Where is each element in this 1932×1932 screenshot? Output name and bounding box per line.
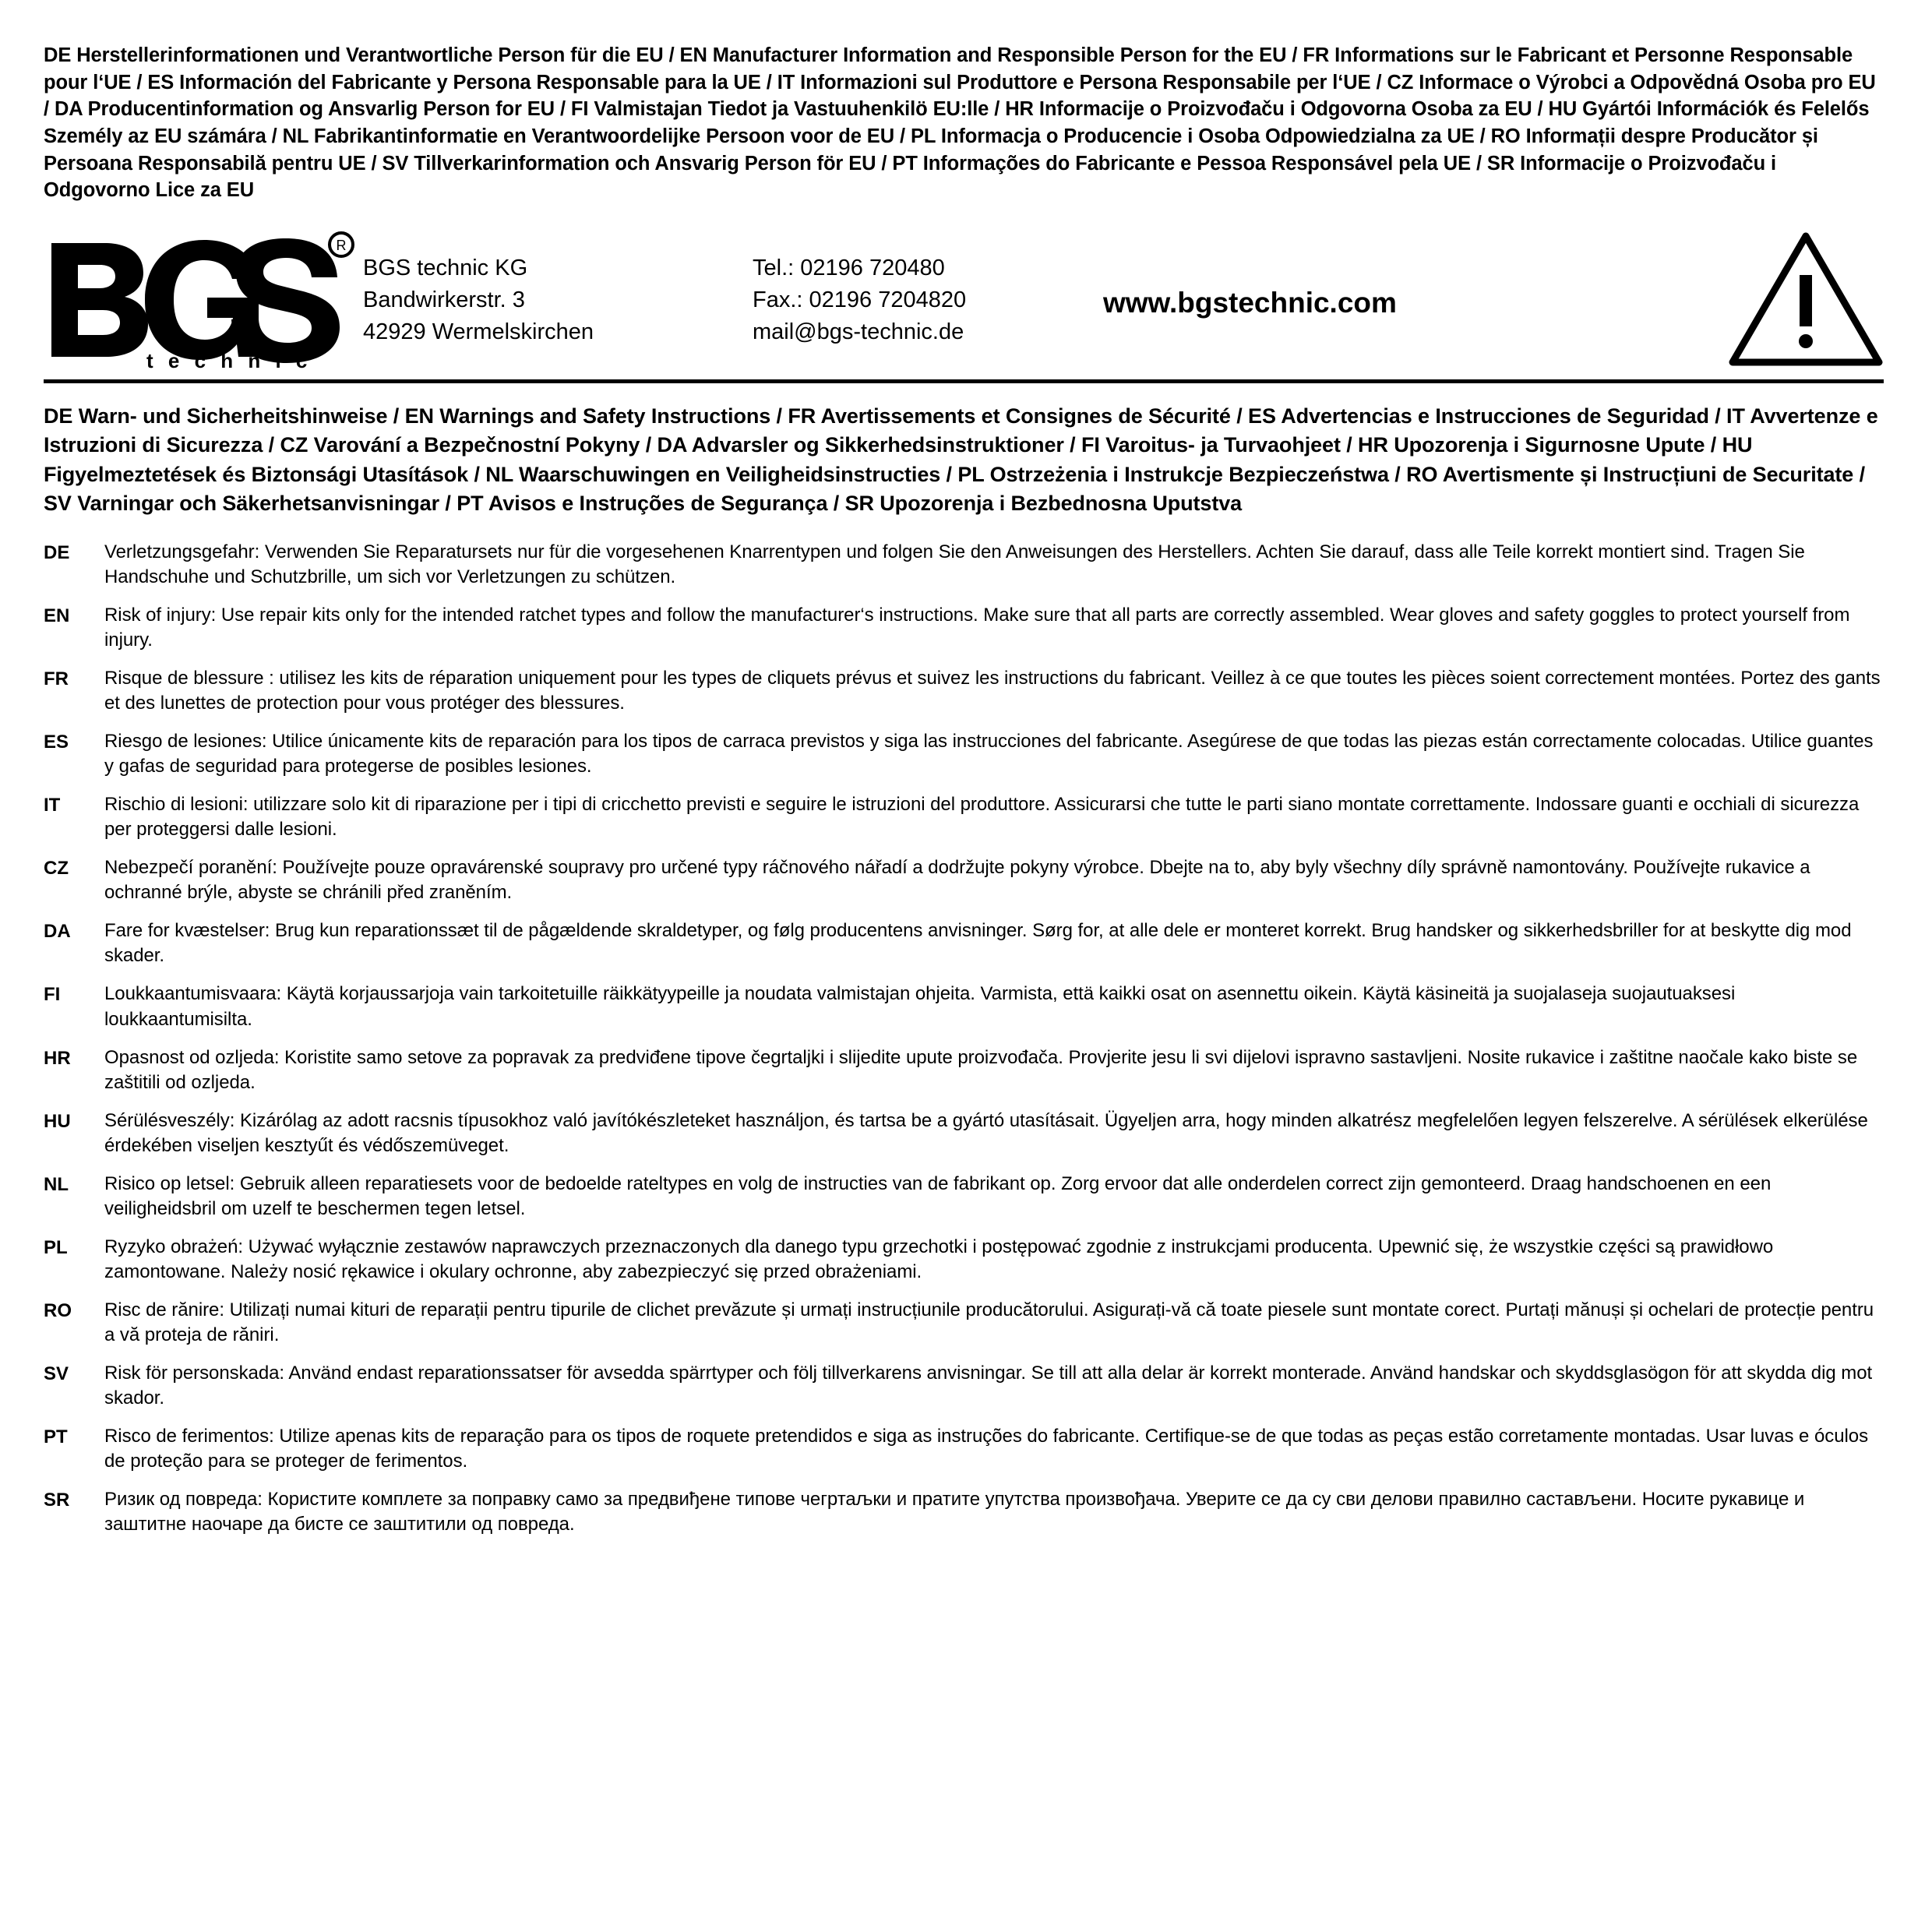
- svg-text:R: R: [336, 237, 347, 253]
- company-email[interactable]: mail@bgs-technic.de: [753, 319, 964, 345]
- svg-text:t e c h n i c: t e c h n i c: [146, 348, 312, 369]
- language-code: NL: [44, 1173, 69, 1195]
- company-city: 42929 Wermelskirchen: [363, 319, 594, 345]
- language-code: SV: [44, 1363, 69, 1384]
- list-item: [44, 1109, 1884, 1158]
- language-text: Nebezpečí poranění: Používejte pouze opravárenské soupravy pro určené typy ráčnového nářadí a dodržujte pokyny výrobce. Dbejte na to, aby byly všechny díly správně namontovány. Používejte rukavice a ochranné brýle, abyste se chránili před zraněním.: [104, 857, 1810, 904]
- company-street: Bandwirkerstr. 3: [363, 287, 525, 312]
- company-tel: Tel.: 02196 720480: [753, 255, 945, 280]
- language-code: PT: [44, 1426, 68, 1447]
- list-item: [44, 1361, 1884, 1411]
- language-text: Loukkaantumisvaara: Käytä korjaussarjoja vain tarkoitetuille räikkätyypeille ja noudata valmistajan ohjeita. Varmista, että kaikki osat on asennettu oikein. Käytä käsineitä ja suojalaseja suojautuaksesi loukkaantumisilta.: [104, 983, 1736, 1030]
- list-item: [44, 666, 1884, 716]
- list-item: [44, 982, 1884, 1031]
- language-text: Verletzungsgefahr: Verwenden Sie Reparatursets nur für die vorgesehenen Knarrentypen und folgen Sie den Anweisungen des Herstellers. Achten Sie darauf, dass alle Teile korrekt montiert sind. Tragen Sie Handschuhe und Schutzbrille, um sich vor Verletzungen zu schützen.: [104, 541, 1805, 588]
- company-fax: Fax.: 02196 7204820: [753, 287, 967, 312]
- language-text: Ризик од повреда: Користите комплете за поправку само за предвиђене типове чегртаљки и пратите упутства произвођача. Уверите се да су сви делови правилно састављени. Носите рукавице и заштитне наочаре да бисте се заштитили од повреда.: [104, 1488, 1805, 1535]
- language-text: Ryzyko obrażeń: Używać wyłącznie zestawów naprawczych przeznaczonych dla danego typu grzechotki i postępować zgodnie z instrukcjami producenta. Upewnić się, że wszystkie części są prawidłowo zamontowane. Należy nosić rękawice i okulary ochronne, aby zabezpieczyć się przed obrażeniami.: [104, 1236, 1774, 1282]
- language-text: Opasnost od ozljeda: Koristite samo setove za popravak za predviđene tipove čegrtaljki i slijedite upute proizvođača. Provjerite jesu li svi dijelovi ispravno sastavljeni. Nosite rukavice i zaštitne naočale kako biste se zaštitili od ozljeda.: [104, 1046, 1858, 1093]
- language-code: HR: [44, 1047, 71, 1069]
- language-text: Risc de rănire: Utilizați numai kituri de reparații pentru tipurile de clichet prevăzute și urmați instrucțiunile producătorului. Asigurați-vă că toate piesele sunt montate corect. Purtați mănuși și ochelari de protecție pentru a vă proteja de răniri.: [104, 1299, 1874, 1345]
- list-item: [44, 540, 1884, 590]
- language-text: Risk of injury: Use repair kits only for the intended ratchet types and follow the manufacturer‘s instructions. Make sure that all parts are correctly assembled. Wear gloves and safety goggles to protect yourself from injury.: [104, 605, 1850, 651]
- language-code: CZ: [44, 858, 69, 880]
- list-item: [44, 1045, 1884, 1095]
- language-code: DA: [44, 921, 71, 943]
- bgs-logo: [44, 229, 355, 369]
- company-address: [355, 249, 753, 349]
- language-code: ES: [44, 732, 69, 753]
- list-item: [44, 603, 1884, 653]
- language-code: RO: [44, 1299, 72, 1321]
- language-code: HU: [44, 1110, 71, 1132]
- warning-triangle-icon: [1720, 230, 1884, 368]
- language-text: Risque de blessure : utilisez les kits de réparation uniquement pour les types de cliquets prévus et suivez les instructions du fabricant. Veillez à ce que toutes les pièces soient correctement montées. Portez des gants et des lunettes de protection pour vous protéger des blessures.: [104, 668, 1881, 714]
- company-website[interactable]: www.bgstechnic.com: [1103, 286, 1397, 319]
- list-item: [44, 1487, 1884, 1537]
- language-text: Riesgo de lesiones: Utilice únicamente kits de reparación para los tipos de carraca previstos y siga las instrucciones del fabricante. Asegúrese de que todas las piezas están correctamente colocadas. Utilice guantes y gafas de seguridad para protegerse de posibles lesiones.: [104, 731, 1874, 777]
- language-text: Risco de ferimentos: Utilize apenas kits de reparação para os tipos de roquete pretendidos e siga as instruções do fabricante. Certifique-se de que todas as peças estão corretamente montadas. Usar luvas e óculos de proteção para se proteger de ferimentos.: [104, 1425, 1869, 1472]
- company-name: BGS technic KG: [363, 255, 528, 280]
- list-item: [44, 729, 1884, 779]
- company-contact: [753, 249, 1095, 349]
- manufacturer-block: [44, 223, 1884, 375]
- language-code: IT: [44, 795, 61, 816]
- language-code: DE: [44, 542, 70, 564]
- divider: [44, 379, 1884, 383]
- list-item: [44, 1424, 1884, 1474]
- list-item: [44, 1235, 1884, 1285]
- language-text: Fare for kvæstelser: Brug kun reparationssæt til de pågældende skraldetyper, og følg producentens anvisninger. Sørg for, at alle dele er monteret korrekt. Brug handsker og sikkerhedsbriller for at beskytte dig mod skader.: [104, 920, 1852, 967]
- language-text: Risico op letsel: Gebruik alleen reparatiesets voor de bedoelde rateltypes en volg de instructies van de fabrikant op. Zorg ervoor dat alle onderdelen correct zijn gemonteerd. Draag handschoenen en een veiligheidsbril om uzelf te beschermen tegen letsel.: [104, 1172, 1772, 1219]
- list-item: [44, 792, 1884, 842]
- language-instructions-list: [44, 540, 1884, 1537]
- language-text: Sérülésveszély: Kizárólag az adott racsnis típusokhoz való javítókészleteket használjon, és tartsa be a gyártó utasításait. Ügyeljen arra, hogy minden alkatrész megfelelően legyen felszerelve. A sérülések elkerülése érdekében viseljen kesztyűt és védőszemüveget.: [104, 1109, 1868, 1156]
- language-text: Risk för personskada: Använd endast reparationssatser för avsedda spärrtyper och följ tillverkarens anvisningar. Se till att alla delar är korrekt monterade. Använd handskar och skyddsglasögon för att skydda dig mot skador.: [104, 1362, 1873, 1408]
- language-text: Rischio di lesioni: utilizzare solo kit di riparazione per i tipi di cricchetto previsti e seguire le istruzioni del produttore. Assicurarsi che tutte le parti siano montate correttamente. Indossare guanti e occhiali di sicurezza per proteggersi dalle lesioni.: [104, 794, 1860, 841]
- warnings-heading: DE Warn- und Sicherheitshinweise / EN Warnings and Safety Instructions / FR Avertissements et Consignes de Sécurité / ES Advertencias e Instrucciones de Seguridad / IT Avvertenze e Istruzioni di Sicurezza / CZ Varování a Bezpečnostní Pokyny / DA Advarsler og Sikkerhedsinstruktioner / FI Varoitus- ja Turvaohjeet / HR Upozorenja i Sigurnosne Upute / HU Figyelmeztetések és Biztonsági Utasítások / NL Waarschuwingen en Veiligheidsinstructies / PL Ostrzeżenia i Instrukcje Bezpieczeństwa / RO Avertismente și Instrucțiuni de Securitate / SV Varningar och Säkerhetsanvisningar / PT Avisos e Instruções de Segurança / SR Upozorenja i Bezbednosna Uputstva: [44, 404, 1878, 515]
- language-code: FI: [44, 984, 61, 1006]
- language-code: EN: [44, 605, 70, 627]
- list-item: [44, 1298, 1884, 1348]
- language-code: SR: [44, 1489, 70, 1511]
- language-code: PL: [44, 1236, 68, 1258]
- list-item: [44, 918, 1884, 968]
- language-code: FR: [44, 668, 69, 690]
- manufacturer-info-heading: DE Herstellerinformationen und Verantwortliche Person für die EU / EN Manufacturer Information and Responsible Person for the EU / FR Informations sur le Fabricant et Personne Responsable pour l‘UE / ES Información del Fabricante y Persona Responsable para la UE / IT Informazioni sul Produttore e Persona Responsabile per l‘UE / CZ Informace o Výrobci a Odpovědná Osoba pro EU / DA Producentinformation og Ansvarlig Person for EU / FI Valmistajan Tiedot ja Vastuuhenkilö EU:lle / HR Informacije o Proizvođaču i Odgovorna Osoba za EU / HU Gyártói Információk és Felelős Személy az EU számára / NL Fabrikantinformatie en Verantwoordelijke Persoon voor de EU / PL Informacja o Producencie i Osoba Odpowiedzialna za UE / RO Informații despre Producător și Persoana Responsabilă pentru UE / SV Tillverkarinformation och Ansvarig Person för EU / PT Informações do Fabricante e Pessoa Responsável pela UE / SR Informacije o Proizvođaču i Odgovorno Lice za EU: [44, 44, 1876, 202]
- list-item: [44, 855, 1884, 905]
- list-item: [44, 1172, 1884, 1222]
